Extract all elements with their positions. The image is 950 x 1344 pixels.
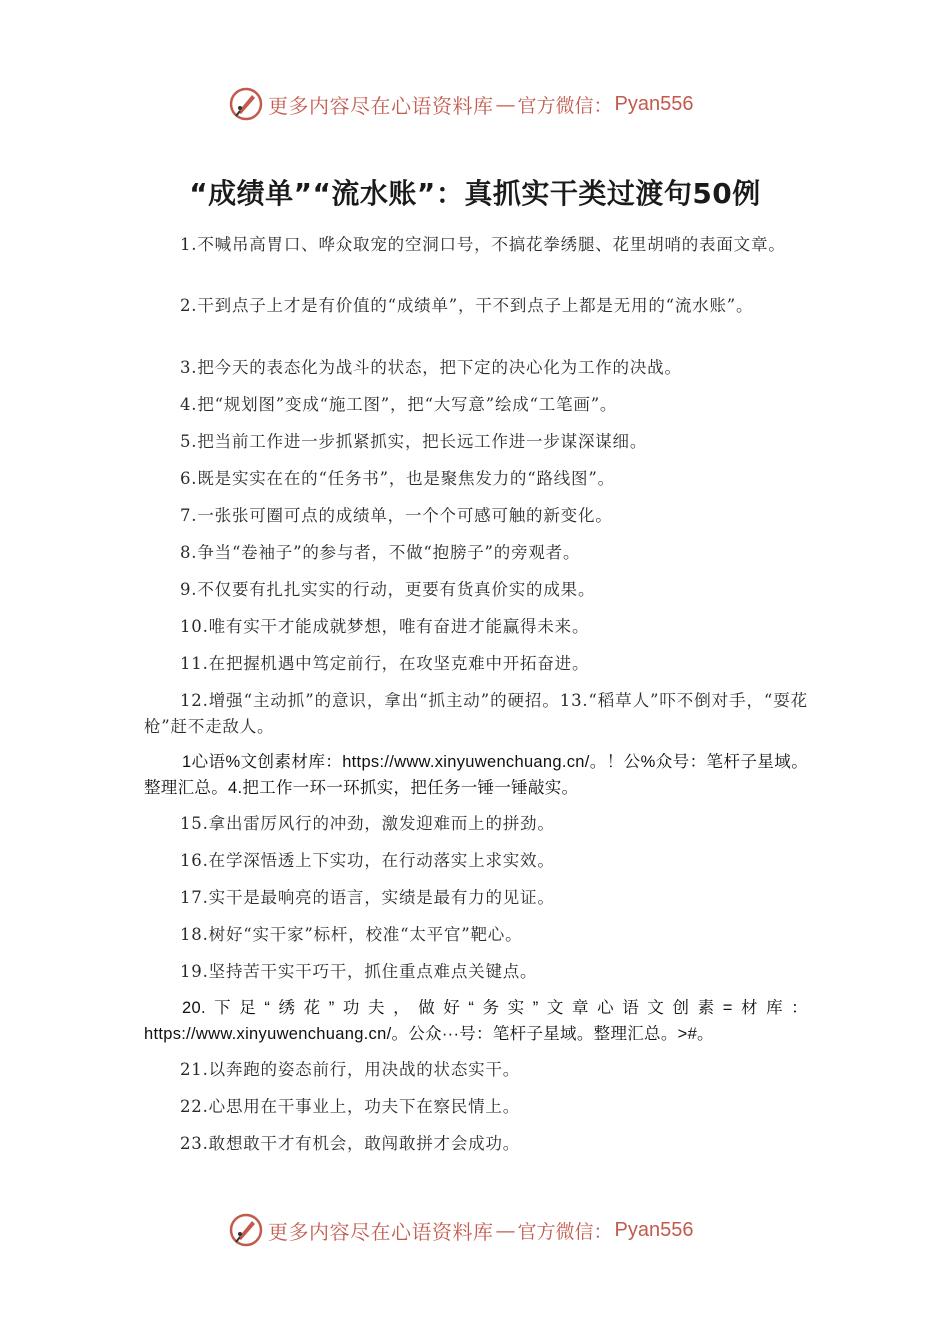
list-item: 17.实干是最响亮的语言，实绩是最有力的见证。: [180, 888, 555, 907]
list-item: 23.敢想敢干才有机会，敢闯敢拼才会成功。: [180, 1134, 521, 1153]
banner-dash: —: [495, 1218, 516, 1242]
list-item: 8.争当“卷袖子”的参与者，不做“抱膀子”的旁观者。: [180, 543, 581, 562]
banner-dash: —: [495, 92, 516, 116]
quill-pen-logo-icon: [228, 86, 264, 122]
list-item: 10.唯有实干才能成就梦想，唯有奋进才能赢得未来。: [180, 617, 590, 636]
list-item: 21.以奔跑的姿态前行，用决战的状态实干。: [180, 1060, 521, 1079]
list-item: 20.下足“绣花”功夫，做好“务实”文章心语文创素=材库：https://www.xinyuwenchuang.cn/。公众···号：笔杆子星域。整理汇总。>#。: [144, 999, 808, 1043]
banner-wechat-id: Pyan556: [614, 92, 694, 115]
list-item: 19.坚持苦干实干巧干，抓住重点难点关键点。: [180, 962, 538, 981]
list-item: 1心语%文创素材库：https://www.xinyuwenchuang.cn/。！公%众号：笔杆子星域。整理汇总。4.把工作一环一环抓实，把任务一锤一锤敲实。: [144, 753, 808, 797]
list-item: 5.把当前工作进一步抓紧抓实，把长远工作进一步谋深谋细。: [180, 432, 648, 451]
list-item: 15.拿出雷厉风行的冲劲，激发迎难而上的拼劲。: [180, 814, 555, 833]
page-title: “成绩单”“流水账”：真抓实干类过渡句50例: [189, 177, 761, 210]
banner-wechat-label: 官方微信：: [517, 1220, 613, 1243]
list-item: 22.心思用在干事业上，功夫下在察民情上。: [180, 1097, 521, 1116]
list-item: 4.把“规划图”变成“施工图”，把“大写意”绘成“工笔画”。: [180, 395, 618, 414]
banner-wechat-id: Pyan556: [614, 1218, 694, 1241]
list-item: 7.一张张可圈可点的成绩单，一个个可感可触的新变化。: [180, 506, 613, 525]
banner-wechat-label: 官方微信：: [517, 94, 613, 117]
list-item: 11.在把握机遇中笃定前行，在攻坚克难中开拓奋进。: [180, 654, 590, 673]
banner-slogan: 更多内容尽在心语资料库: [268, 93, 494, 118]
banner-slogan: 更多内容尽在心语资料库: [268, 1219, 494, 1244]
list-item: 2.干到点子上才是有价值的“成绩单”，干不到点子上都是无用的“流水账”。: [180, 296, 754, 315]
list-item: 16.在学深悟透上下实功，在行动落实上求实效。: [180, 851, 555, 870]
quill-pen-logo-icon: [228, 1212, 264, 1248]
footer-banner: [228, 1210, 728, 1250]
list-item: 18.树好“实干家”标杆，校准“太平官”靶心。: [180, 925, 523, 944]
list-item: 3.把今天的表态化为战斗的状态，把下定的决心化为工作的决战。: [180, 358, 682, 377]
list-item: 1.不喊吊高胃口、哗众取宠的空洞口号，不搞花拳绣腿、花里胡哨的表面文章。: [180, 235, 786, 254]
list-item: 6.既是实实在在的“任务书”，也是聚焦发力的“路线图”。: [180, 469, 615, 488]
header-banner: [228, 84, 728, 124]
list-item: 9.不仅要有扎扎实实的行动，更要有货真价实的成果。: [180, 580, 596, 599]
list-item: 12.增强“主动抓”的意识，拿出“抓主动”的硬招。13.“稻草人”吓不倒对手，“耍花枪”赶不走敌人。: [144, 691, 808, 736]
